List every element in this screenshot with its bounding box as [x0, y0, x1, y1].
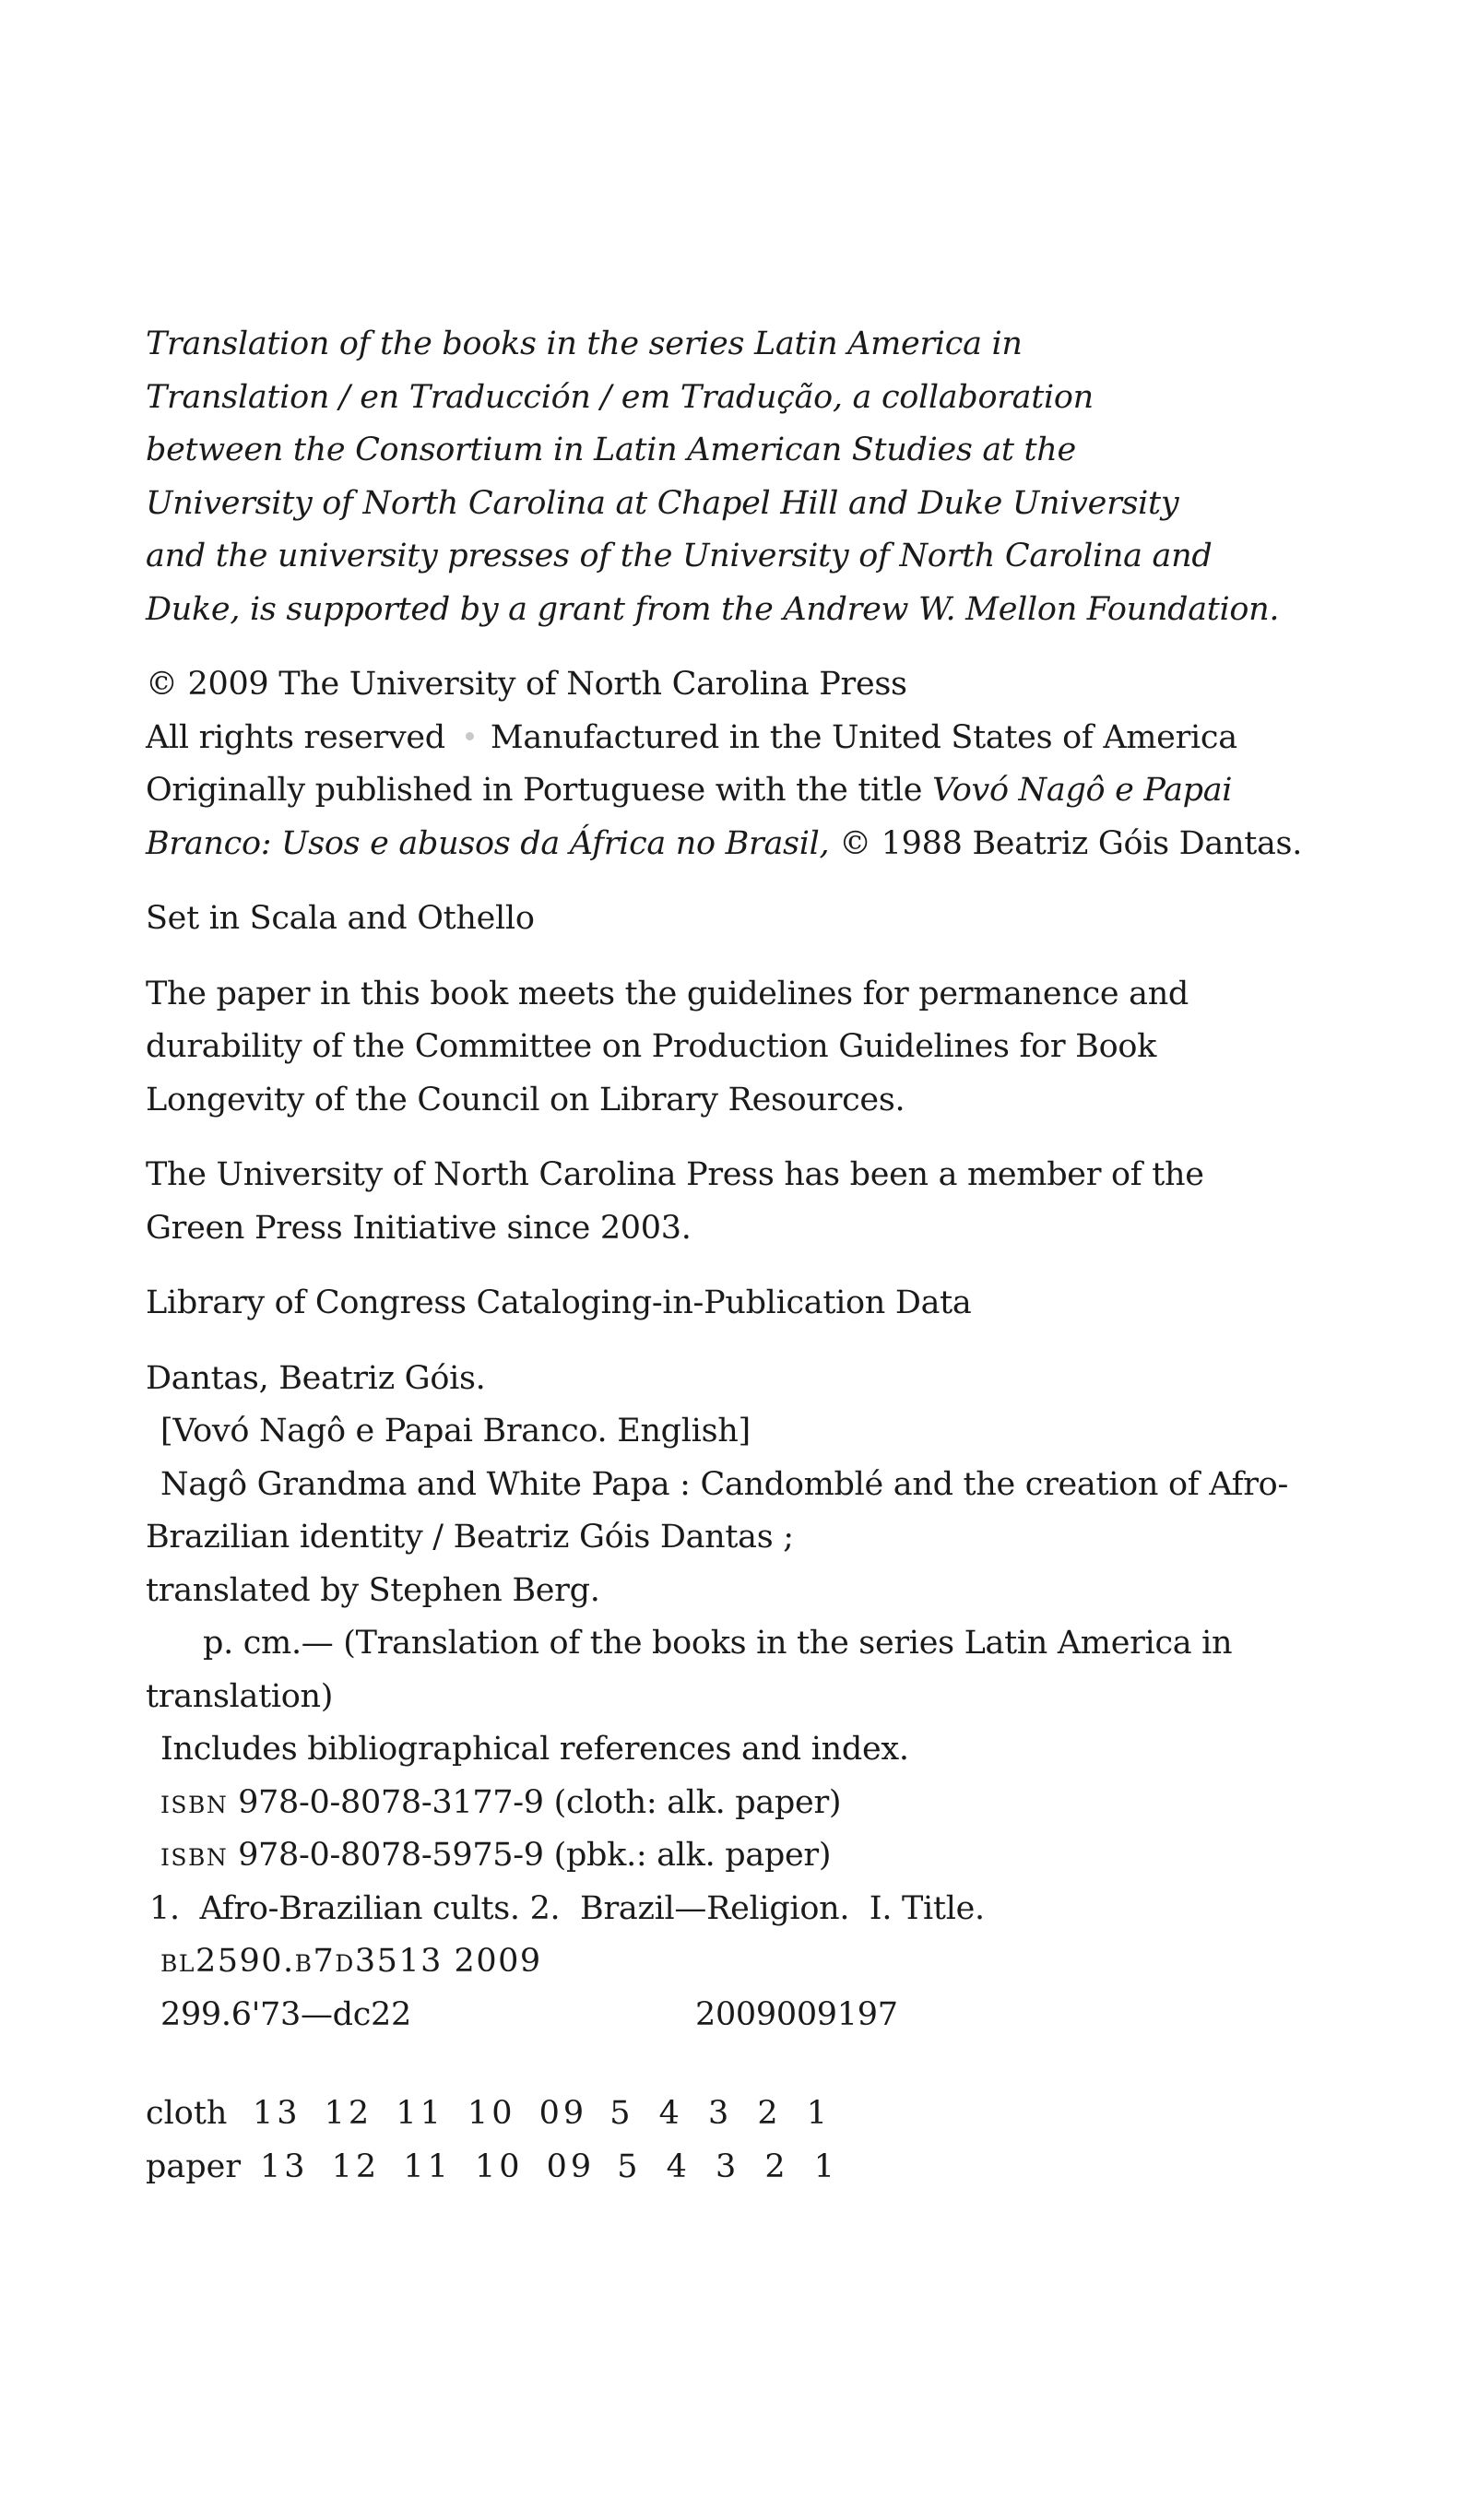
isbn-paper-value: 978-0-8078-5975-9 (pbk.: alk. paper): [238, 1837, 832, 1874]
series-note-line: Translation of the books in the series Latin America in: [146, 325, 1023, 362]
series-note-line: Duke, is supported by a grant from the Andrew W. Mellon Foundation.: [146, 590, 1280, 628]
cip-record: [146, 1353, 1344, 2042]
printing-impressions: 5 4 3 2 1: [617, 2147, 841, 2185]
printing-row-paper: [146, 2141, 1344, 2195]
cip-title: Nagô Grandma and White Papa : Candomblé and the creation of Afro-: [160, 1465, 1288, 1503]
isbn-label: isbn: [160, 1837, 229, 1874]
paper-note-line: Longevity of the Council on Library Resources.: [146, 1081, 905, 1118]
copyright-text-block: [146, 318, 1344, 2194]
series-note-line: between the Consortium in Latin American Studies at the: [146, 432, 1076, 468]
cip-isbn-paper: [146, 1829, 1344, 1883]
cip-classification-row: [146, 1989, 1344, 2042]
cip-uniform-title: [Vovó Nagô e Papai Branco. English]: [160, 1413, 751, 1449]
printing-history: [146, 2088, 1344, 2194]
paper-note-line: durability of the Committee on Production Guidelines for Book: [146, 1028, 1157, 1065]
green-press-line: Green Press Initiative since 2003.: [146, 1209, 692, 1247]
copyright-line: © 2009 The University of North Carolina Press: [146, 666, 907, 703]
cip-translator: translated by Stephen Berg.: [146, 1571, 600, 1609]
original-prefix: Originally published in Portuguese with the title: [146, 772, 932, 809]
cip-series-continued: translation): [146, 1677, 334, 1715]
cip-lc-class: bl2590.b7d3513 2009: [160, 1943, 542, 1980]
printing-label: cloth: [146, 2095, 228, 2132]
cip-heading: Library of Congress Cataloging-in-Publication Data: [146, 1284, 972, 1321]
paper-note-line: The paper in this book meets the guidelines for permanence and: [146, 975, 1189, 1012]
cip-dewey: 299.6'73—dc22: [160, 1995, 411, 2033]
copyright-notice: [146, 658, 1344, 870]
original-publication-line: [146, 818, 1344, 871]
cip-subjects: 1. Afro-Brazilian cults. 2. Brazil—Religion. I. Title.: [149, 1889, 985, 1927]
original-publication-line: [146, 764, 1344, 818]
bullet-dot-icon: [466, 732, 474, 740]
original-copyright: © 1988 Beatriz Góis Dantas.: [829, 824, 1303, 862]
cip-includes: Includes bibliographical references and index.: [160, 1731, 909, 1768]
printing-impressions: 5 4 3 2 1: [609, 2095, 834, 2132]
manufactured-text: Manufactured in the United States of America: [490, 718, 1237, 756]
green-press-line: The University of North Carolina Press has been a member of the: [146, 1156, 1204, 1193]
printing-row-cloth: [146, 2088, 1344, 2141]
cip-lccn: 2009009197: [695, 1995, 898, 2033]
series-note: [146, 318, 1344, 636]
paper-note: [146, 968, 1344, 1128]
printing-years: 13 12 11 10 09: [260, 2147, 596, 2185]
series-note-line: Translation / en Traducción / em Tradução, a collaboration: [146, 378, 1094, 416]
cip-title-continued: Brazilian identity / Beatriz Góis Dantas ;: [146, 1519, 794, 1556]
cip-isbn-cloth: [146, 1777, 1344, 1830]
series-note-line: University of North Carolina at Chapel Hill and Duke University: [146, 484, 1179, 522]
isbn-cloth-value: 978-0-8078-3177-9 (cloth: alk. paper): [238, 1783, 842, 1821]
isbn-label: isbn: [160, 1783, 229, 1821]
series-note-line: and the university presses of the University of North Carolina and: [146, 538, 1213, 574]
cip-series: p. cm.— (Translation of the books in the series Latin America in: [203, 1625, 1233, 1662]
original-title: Vovó Nagô e Papai: [931, 772, 1233, 809]
printing-label: paper: [146, 2147, 242, 2185]
green-press-note: [146, 1149, 1344, 1255]
cip-author: Dantas, Beatriz Góis.: [146, 1359, 486, 1397]
rights-reserved: All rights reserved: [146, 718, 445, 756]
original-title: Branco: Usos e abusos da África no Brasil,: [146, 824, 830, 862]
typeface-note: Set in Scala and Othello: [146, 900, 535, 937]
rights-line: [146, 712, 1344, 765]
printing-years: 13 12 11 10 09: [253, 2095, 588, 2132]
